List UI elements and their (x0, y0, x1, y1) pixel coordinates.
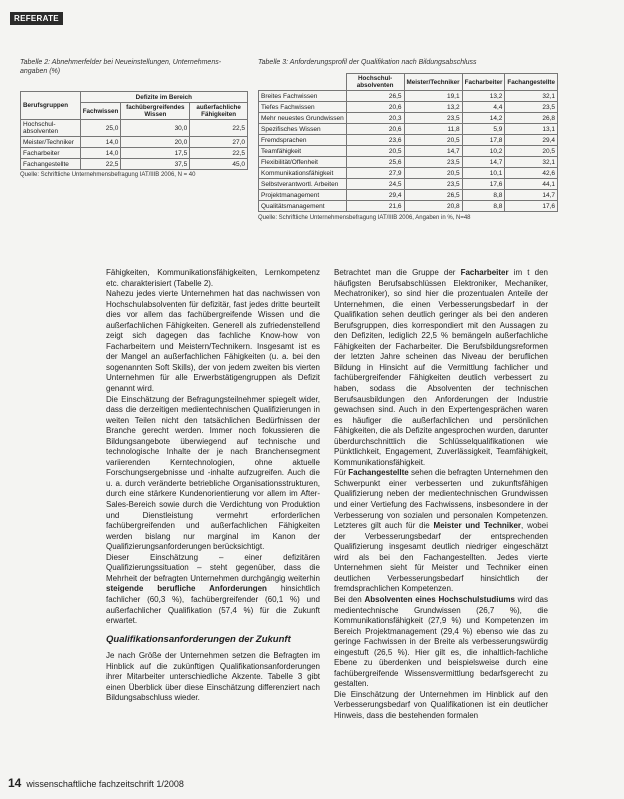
table-cell: 42,6 (505, 168, 558, 179)
table2-header: fachübergreifendes Wissen (121, 103, 190, 120)
table-row (21, 159, 248, 170)
page-footer (8, 776, 184, 790)
table3-header: Facharbeiter (462, 74, 505, 91)
table-cell: Qualitätsmanagement (259, 201, 347, 212)
table-cell: 13,2 (404, 102, 462, 113)
paragraph: Die Einschätzung der Unternehmen im Hinblick auf den Verbesserungsbedarf von Qualifikationen ist ein deutlicher Hinweis, dass die bestehenden formalen (334, 689, 548, 720)
table-cell: 26,8 (505, 113, 558, 124)
table-cell: 8,8 (462, 201, 505, 212)
paragraph: Betrachtet man die Gruppe der Facharbeiter im t den häufigsten Berufsabschlüssen Elektroniker, Mechaniker, Mechatroniker), so sind hier die prozentualen Anteile der Unternehmen, die einen Verbesserungsbedarf in der Qualifikation sehen deutlich geringer als bei den anderen Berufsgruppen, dies korrespondiert mit den Aussagen zu den Defiziten, lediglich 22,5 % bemängeln außerfachliche Fähigkeiten der Facharbeiter. Die Berufsbildungsreformen der letzten Jahre scheinen das Niveau der beruflichen Bildung in Hinsicht auf die Vermittlung fachlicher und fachübergreifender Fähigkeiten deutlich verbessert zu haben, sodass die Absolventen der technischen Berufsausbildungen den Anforderungen der Industrie gewachsen sind. Auch in den Expertengesprächen waren es häufiger die außerfachlichen und persönlichen Fähigkeiten, die als Defizite angesprochen wurden, darunter überdurchschnittlich die Schlüsselqualifikationen wie Pünktlichkeit, Engagement, Zuverlässigkeit, Teamfähigkeit, Kommunikationsfähigkeit. (334, 268, 548, 467)
table-cell: 21,6 (346, 201, 404, 212)
paragraph: Je nach Größe der Unternehmen setzen die Befragten im Hinblick auf die zukünftigen Qualifikationsanforderungen ihrer Mitarbeiter unterschiedliche Akzente. Tabelle 3 gibt einen Überblick über diese Einschätzung differenziert nach Bildungsabschluss wieder. (106, 651, 320, 703)
table-cell: Kommunikationsfähigkeit (259, 168, 347, 179)
table-cell: 17,5 (121, 148, 190, 159)
table-cell: 20,0 (121, 137, 190, 148)
table-cell: 22,5 (80, 159, 121, 170)
paragraph: Bei den Absolventen eines Hochschulstudiums wird das medientechnische Grundwissen (26,7 %), die Kommunikationsfähigkeit (27,9 %) und Kompetenzen im Bereich Projektmanagement (29,4 %) ebenso wie das zu geringe Fachwissen in der Breite als verbesserungswürdig eingestuft (26,5 %). Hier gilt es, die inhaltlich-fachliche Ebene zu überdenken und beispielsweise durch eine fachübergreifende Wissensvermittlung bedarfsgerecht zu gestalten. (334, 594, 549, 689)
table-cell: 32,1 (505, 157, 558, 168)
section-tag: REFERATE (10, 12, 63, 25)
left-column (106, 268, 320, 704)
table-cell: 14,7 (505, 190, 558, 201)
table2-group-header: Defizite im Bereich (80, 92, 247, 103)
table-cell: 45,0 (190, 159, 248, 170)
table-row (259, 168, 558, 179)
table-row (21, 120, 248, 137)
table-cell: 14,2 (462, 113, 505, 124)
paragraph: Für Fachangestellte sehen die befragten Unternehmen den Schwerpunkt einer verbesserten und zukunftsfähigen Qualifizierung neben der medientechnischen Grundwissen und einer Vertiefung des Fachwissens, insbesondere in der Verbesserung von sozialen und personalen Kompetenzen. Letzteres gilt auch für die Meister und Techniker, wobei der Verbesserungsbedarf der entsprechenden Qualifizierung insgesamt deutlich niedriger eingeschätzt wird als bei den Fachangestellten. Jedes vierte Unternehmen sieht für Meister und Techniker einen deutlichen Verbesserungsbedarf hinsichtlich der fremdsprachlichen Kompetenzen. (334, 468, 548, 594)
table-cell: Mehr neuestes Grundwissen (259, 113, 347, 124)
table-cell: 23,5 (505, 102, 558, 113)
table-cell: 14,7 (404, 146, 462, 157)
paragraph: Fähigkeiten, Kommunikationsfähigkeiten, Lernkompetenz etc. charakterisiert (Tabelle 2). (106, 268, 320, 288)
table-cell: 37,5 (121, 159, 190, 170)
table-cell: 20,8 (404, 201, 462, 212)
table-row (259, 190, 558, 201)
table-cell: Tiefes Fachwissen (259, 102, 347, 113)
table-cell: 8,8 (462, 190, 505, 201)
table-cell: 22,5 (190, 120, 248, 137)
table-cell: 13,2 (462, 91, 505, 102)
table-cell: Facharbeiter (21, 148, 81, 159)
table-cell: 4,4 (462, 102, 505, 113)
table-cell: 24,5 (346, 179, 404, 190)
table2-header: außerfachliche Fähigkeiten (190, 103, 248, 120)
table3-source: Quelle: Schriftliche Unternehmensbefragung IAT/IIIB 2006, Angaben in %, N=48 (258, 215, 471, 221)
table-cell: Hochschul-absolventen (21, 120, 81, 137)
table-cell: 17,8 (462, 135, 505, 146)
table-cell: 29,4 (505, 135, 558, 146)
table-cell: 11,8 (404, 124, 462, 135)
table-cell: 27,0 (190, 137, 248, 148)
table-cell: 27,9 (346, 168, 404, 179)
table-cell: Teamfähigkeit (259, 146, 347, 157)
table3-header: Meister/Techniker (404, 74, 462, 91)
table-cell: 29,4 (346, 190, 404, 201)
table-cell: 19,1 (404, 91, 462, 102)
table3 (258, 73, 558, 212)
table-cell: Breites Fachwissen (259, 91, 347, 102)
right-column (334, 268, 548, 722)
table2-header-group: Berufsgruppen (21, 92, 81, 120)
table-cell: 23,5 (404, 113, 462, 124)
table-cell: 26,5 (404, 190, 462, 201)
table-cell: 5,9 (462, 124, 505, 135)
table-row (259, 124, 558, 135)
table-cell: 20,5 (404, 135, 462, 146)
table-row (259, 113, 558, 124)
table-cell: 10,2 (462, 146, 505, 157)
table3-header (259, 74, 347, 91)
table3-caption: Tabelle 3: Anforderungsprofil der Qualifikation nach Bildungsabschluss (258, 59, 477, 66)
page-number: 14 (8, 776, 22, 790)
table-cell: 22,5 (190, 148, 248, 159)
table-cell: Fremdsprachen (259, 135, 347, 146)
table-cell: 10,1 (462, 168, 505, 179)
table3-block (258, 58, 598, 221)
table-cell: Fachangestellte (21, 159, 81, 170)
table3-header: Fachangestellte (505, 74, 558, 91)
table-cell: 20,3 (346, 113, 404, 124)
table2-source: Quelle: Schriftliche Unternehmensbefragung IAT/IIIB 2006, N = 40 (20, 172, 196, 178)
table-cell: Flexibilität/Offenheit (259, 157, 347, 168)
table-cell: 14,0 (80, 148, 121, 159)
table-row (259, 102, 558, 113)
table-cell: 30,0 (121, 120, 190, 137)
table-cell: 23,6 (346, 135, 404, 146)
table2 (20, 91, 248, 170)
table-cell: Spezifisches Wissen (259, 124, 347, 135)
table-cell: Projektmanagement (259, 190, 347, 201)
table-cell: 44,1 (505, 179, 558, 190)
table-cell: 13,1 (505, 124, 558, 135)
table-row (259, 179, 558, 190)
table-cell: 17,6 (462, 179, 505, 190)
table-cell: 20,5 (505, 146, 558, 157)
journal-name: wissenschaftliche fachzeitschrift 1/2008 (26, 779, 184, 789)
table-row (259, 146, 558, 157)
table-cell: Selbstverantwortl. Arbeiten (259, 179, 347, 190)
table2-block (20, 58, 248, 178)
section-heading: Qualifikationsanforderungen der Zukunft (106, 633, 291, 645)
table-row (21, 148, 248, 159)
table2-header: Fachwissen (80, 103, 121, 120)
paragraph: Die Einschätzung der Befragungsteilnehmer spiegelt wider, dass die derzeitigen medientechnischen Qualifizierungen in weiten Teilen nicht den tatsächlichen Bedürfnissen der Branche gerecht werden. Immer noch fokussieren die Bildungsangebote überwiegend auf technische und technologische Inhalte der je nach Branchensegment variierenden Kerntechnologien, ohne aktuelle Forschungsergebnisse und -inhalte aufzugreifen. Auch die u. a. durch veränderte betriebliche Organisationsstrukturen, durch eine stärkere Kundenorientierung vor allem im After-Sales-Bereich sowie durch die Verdichtung von Produktion und Dienstleistung vermehrt erforderlichen fachübergreifenden und außerfachlichen Fähigkeiten werden bislang nur marginal im Kanon der Qualifizierungsanforderungen berücksichtigt. (106, 394, 320, 552)
table-cell: 23,5 (404, 157, 462, 168)
table-row (259, 91, 558, 102)
table-cell: 14,7 (462, 157, 505, 168)
table-cell: 20,5 (346, 146, 404, 157)
table-cell: 32,1 (505, 91, 558, 102)
table-cell: Meister/Techniker (21, 137, 81, 148)
table-cell: 20,5 (404, 168, 462, 179)
table-cell: 14,0 (80, 137, 121, 148)
paragraph: Dieser Einschätzung – einer defizitären Qualifizierungssituation – steht gegenüber, dass die Mehrheit der befragten Unternehmen durchgängig weiterhin steigende berufliche Anforderungen hinsichtlich fachlicher (60,3 %), fachübergreifender (60,1 %) und außerfachlicher Qualifikation (57,4 %) für die Zukunft erwartet. (106, 552, 321, 626)
paragraph: Nahezu jedes vierte Unternehmen hat das nachwissen von Hochschulabsolventen für defizitär, fast jedes dritte beurteilt dies vor allem das fachübergreifende Wissen und die außerfachlichen Fähigkeiten. Generell als zufriedenstellend zeigt sich dagegen das fachliche Know-how von Facharbeitern und Meistern/Technikern. Insgesamt ist es der Mangel an außerfachlichen Fähigkeiten (u. a. bei den sogenannten Soft Skills), der von jedem zweiten bis vierten Unternehmen für alle Erwerbstätigengruppen als Defizit genannt wird. (106, 289, 320, 394)
table-cell: 20,6 (346, 102, 404, 113)
table-row (259, 157, 558, 168)
table-row (259, 135, 558, 146)
table-cell: 25,0 (80, 120, 121, 137)
table-cell: 20,6 (346, 124, 404, 135)
table-cell: 17,6 (505, 201, 558, 212)
table3-header: Hochschul-absolventen (346, 74, 404, 91)
table-cell: 25,6 (346, 157, 404, 168)
table-cell: 23,5 (404, 179, 462, 190)
table-row (21, 137, 248, 148)
table-row (259, 201, 558, 212)
table-cell: 26,5 (346, 91, 404, 102)
table2-caption: Tabelle 2: Abnehmerfelder bei Neueinstellungen, Unternehmens-angaben (%) (20, 59, 222, 75)
